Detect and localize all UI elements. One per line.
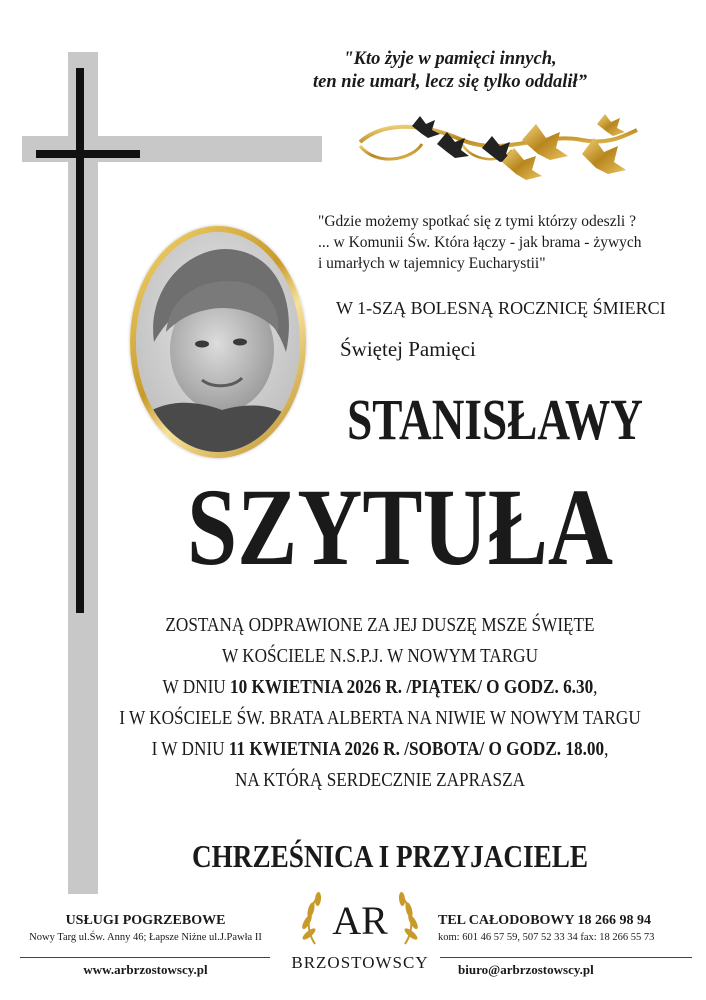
honorific: Świętej Pamięci — [340, 337, 476, 361]
footer-company — [18, 912, 273, 979]
top-quote-line-1: "Kto żyje w pamięci innych, — [343, 49, 557, 69]
eucharist-quote-line-1: "Gdzie możemy spotkać się z tymi którzy odeszli ? — [318, 213, 636, 230]
body-line-2: W KOŚCIELE N.S.P.J. W NOWYM TARGU — [221, 645, 539, 667]
body-line-4: I W KOŚCIELE ŚW. BRATA ALBERTA NA NIWIE W NOWYM TARGU — [119, 707, 641, 729]
mobile-fax: kom: 601 46 57 59, 507 52 33 34 fax: 18 266 55 73 — [438, 932, 655, 943]
company-title: USŁUGI POGRZEBOWE — [65, 913, 226, 928]
body-line-6: NA KTÓRĄ SERDECZNIE ZAPRASZA — [234, 769, 526, 791]
body-line-5-post: , — [604, 738, 609, 760]
top-quote-line-2: ten nie umarł, lecz się tylko oddalił” — [313, 72, 587, 92]
cross-horizontal — [36, 150, 140, 158]
mass-announcement — [70, 610, 690, 796]
footer-divider-left — [20, 957, 270, 958]
signature: CHRZEŚNICA I PRZYJACIELE — [192, 838, 588, 874]
company-logo — [285, 884, 435, 994]
cross-shadow-horizontal — [22, 136, 322, 162]
website-link[interactable]: www.arbrzostowscy.pl — [83, 962, 208, 977]
eucharist-quote-line-2: ... w Komunii Św. Która łączy - jak brama - żywych — [318, 234, 642, 251]
logo-initials: AR — [332, 898, 388, 943]
company-address: Nowy Targ ul.Św. Anny 46; Łapsze Niżne ul.J.Pawła II — [29, 932, 262, 943]
portrait-image — [136, 232, 300, 452]
footer-contact — [438, 912, 700, 979]
body-line-3-pre: W DNIU — [162, 676, 231, 698]
top-quote — [240, 48, 660, 94]
phone-24h[interactable]: TEL CAŁODOBOWY 18 266 98 94 — [438, 913, 652, 928]
logo-name: BRZOSTOWSCY — [291, 953, 429, 972]
body-line-3-post: , — [593, 676, 598, 698]
body-line-5-date: 11 KWIETNIA 2026 R. /SOBOTA/ O GODZ. 18.00 — [228, 738, 605, 760]
body-line-3 — [113, 672, 646, 703]
body-line-5 — [113, 734, 646, 765]
eucharist-quote-line-3: i umarłych w tajemnicy Eucharystii" — [318, 255, 546, 272]
portrait-photo — [136, 232, 300, 452]
body-line-3-date: 10 KWIETNIA 2026 R. /PIĄTEK/ O GODZ. 6.30 — [230, 676, 594, 698]
leaf-ornament-icon — [352, 112, 642, 182]
eucharist-quote — [318, 211, 698, 274]
body-line-5-pre: I W DNIU — [151, 738, 229, 760]
last-name: SZYTUŁA — [186, 466, 614, 588]
body-line-1: ZOSTANĄ ODPRAWIONE ZA JEJ DUSZĘ MSZE ŚWIĘTE — [165, 614, 595, 636]
email-link[interactable]: biuro@arbrzostowscy.pl — [458, 962, 594, 977]
footer-divider-right — [440, 957, 692, 958]
first-name: STANISŁAWY — [347, 387, 643, 452]
portrait-frame — [130, 226, 306, 458]
anniversary-line: W 1-SZĄ BOLESNĄ ROCZNICĘ ŚMIERCI — [336, 298, 666, 318]
